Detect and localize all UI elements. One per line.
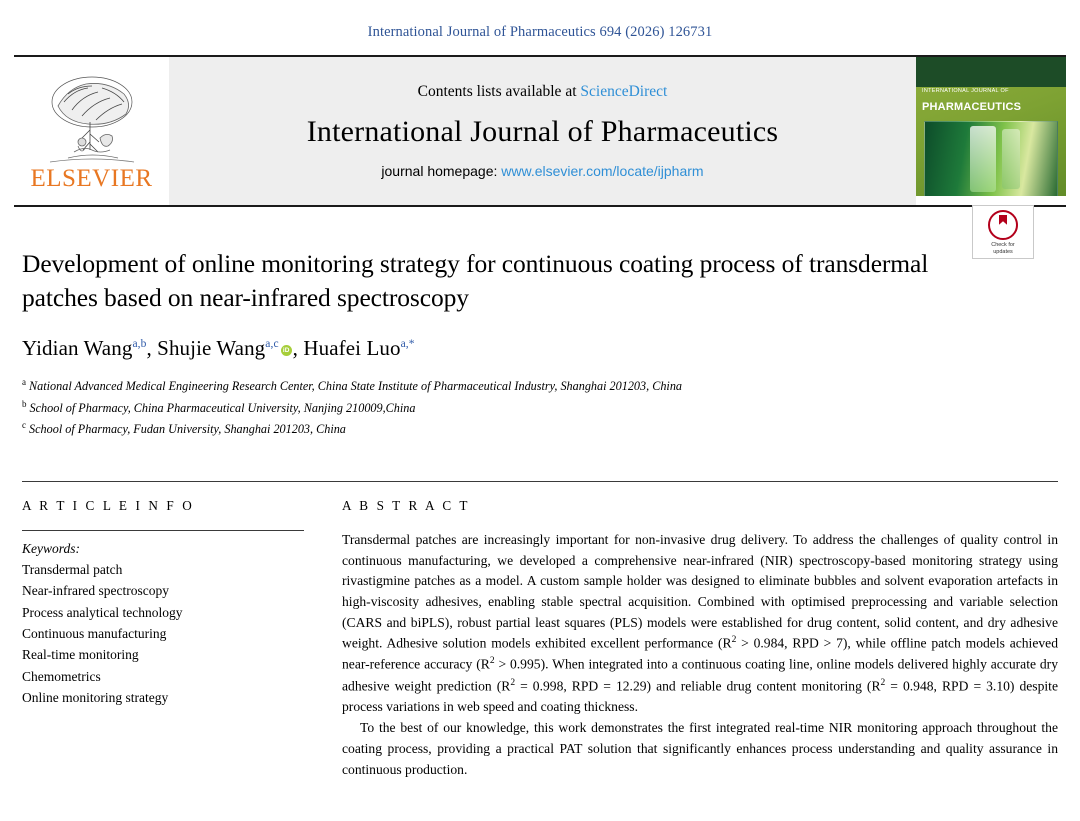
- crossmark-label: [991, 242, 1015, 257]
- author-separator: ,: [292, 336, 304, 361]
- keyword-item: Process analytical technology: [22, 604, 183, 620]
- abstract-superscript: 2: [510, 677, 516, 688]
- cover-top-label: INTERNATIONAL JOURNAL OF: [922, 88, 1009, 94]
- crossmark-badge[interactable]: [972, 205, 1034, 259]
- author-list: [22, 336, 1058, 361]
- elsevier-tree-icon: [38, 72, 146, 167]
- affiliation-text: School of Pharmacy, China Pharmaceutical University, Nanjing 210009,China: [29, 400, 416, 415]
- publisher-logo[interactable]: [14, 57, 169, 205]
- cover-journal-title: PHARMACEUTICS: [922, 101, 1022, 113]
- author-name: Huafei Luo: [303, 336, 401, 361]
- keyword-item: Transdermal patch: [22, 561, 123, 577]
- running-head: International Journal of Pharmaceutics 694 (2026) 126731: [367, 24, 713, 40]
- author-name: Shujie Wang: [157, 336, 266, 361]
- contents-prefix: Contents lists available at: [417, 83, 581, 100]
- homepage-prefix: journal homepage:: [381, 163, 502, 179]
- cover-artwork: [916, 57, 1066, 205]
- affiliation-text: School of Pharmacy, Fudan University, Shanghai 201203, China: [29, 421, 346, 436]
- cover-bottom-strip: [916, 196, 1066, 205]
- keywords-label: Keywords:: [22, 540, 80, 556]
- affiliation-mark: b: [22, 398, 27, 409]
- author-affiliation-marks: a,*: [400, 338, 415, 351]
- keyword-item: Continuous manufacturing: [22, 625, 167, 641]
- affiliation-item: [22, 397, 1058, 418]
- affiliation-mark: c: [22, 419, 26, 430]
- cover-tube-primary: [970, 126, 996, 191]
- keyword-item: Real-time monitoring: [22, 647, 139, 663]
- elsevier-wordmark: ELSEVIER: [30, 164, 153, 192]
- author-name: Yidian Wang: [22, 336, 133, 361]
- crossmark-label-line1: Check for: [991, 242, 1015, 248]
- affiliation-list: [22, 375, 1058, 439]
- journal-cover-image[interactable]: [916, 57, 1066, 205]
- article-info-column: [22, 498, 304, 780]
- abstract-text-part-4: = 0.998, RPD = 12.29) and reliable drug content monitoring (R: [515, 678, 881, 694]
- info-abstract-row: [22, 481, 1058, 780]
- journal-title: International Journal of Pharmaceutics: [306, 115, 779, 148]
- keywords-divider: [22, 530, 304, 531]
- author-affiliation-marks: a,b: [132, 338, 147, 351]
- abstract-column: [334, 498, 1058, 780]
- abstract-superscript: 2: [880, 677, 886, 688]
- abstract-text-part-5: = 0.948, RPD = 3.10) despite process variations in web speed and coating thickness.: [342, 678, 1058, 714]
- abstract-text-part-1: Transdermal patches are increasingly important for non-invasive drug delivery. To address the challenges of quality control in continuous manufacturing, we developed a comprehensive near-infrared (NIR) spectroscopy-based monitoring strategy using rivastigmine patches as a model. A custom sample holder was designed to eliminate bubbles and solvent evaporation artefacts in high-viscosity adhesives, enabling stable spectral acquisition. Combined with optimised preprocessing and variable selection (CARS and biPLS), robust partial least squares (PLS) models were established for drug content, solid content, and dry adhesive weight. Adhesive solution models exhibited excellent performance (R: [342, 531, 1058, 651]
- homepage-line: [381, 163, 703, 179]
- abstract-text-part-3: > 0.995). When integrated into a continuous coating line, online models delivered highly accurate dry adhesive weight prediction (R: [342, 656, 1059, 694]
- author-entry[interactable]: [22, 336, 146, 360]
- keywords-list: [22, 559, 304, 708]
- sciencedirect-link[interactable]: ScienceDirect: [580, 83, 668, 100]
- affiliation-text: National Advanced Medical Engineering Research Center, China State Institute of Pharmaceutical Industry, Shanghai 201203, China: [29, 379, 683, 394]
- keyword-item: Near-infrared spectroscopy: [22, 583, 170, 599]
- journal-masthead: [14, 55, 1066, 207]
- abstract-paragraph-1: [342, 530, 1058, 718]
- article-info-heading: A R T I C L E I N F O: [22, 497, 195, 513]
- masthead-center: [169, 57, 916, 205]
- title-area: [22, 242, 1058, 439]
- abstract-superscript: 2: [489, 656, 495, 667]
- cover-photo: [924, 121, 1058, 197]
- crossmark-label-line2: updates: [993, 249, 1013, 256]
- contents-line: [418, 83, 668, 101]
- cover-tube-secondary: [1002, 129, 1020, 188]
- keyword-item: Chemometrics: [22, 668, 101, 684]
- journal-homepage-link[interactable]: www.elsevier.com/locate/ijpharm: [501, 163, 704, 179]
- keyword-item: Online monitoring strategy: [22, 689, 169, 705]
- abstract-body: [342, 530, 1058, 780]
- abstract-paragraph-2: To the best of our knowledge, this work demonstrates the first integrated real-time NIR monitoring approach throughout the coating process, providing a practical PAT solution that significantly enhances process understanding and quality assurance in continuous production.: [342, 720, 1058, 777]
- crossmark-icon: [988, 210, 1018, 240]
- author-entry[interactable]: [157, 336, 293, 360]
- author-separator: ,: [146, 336, 158, 361]
- author-affiliation-marks: a,c: [265, 338, 279, 351]
- abstract-text-part-2: > 0.984, RPD > 7), while offline patch models achieved near-reference accuracy (R: [342, 635, 1058, 672]
- affiliation-mark: a: [22, 377, 26, 388]
- affiliation-item: [22, 375, 1058, 396]
- orcid-icon[interactable]: [281, 345, 292, 356]
- author-entry[interactable]: [303, 336, 414, 360]
- abstract-heading: A B S T R A C T: [342, 497, 471, 513]
- page-title: Development of online monitoring strategy for continuous coating process of transdermal patches based on near-infrared spectroscopy: [22, 249, 929, 312]
- affiliation-item: [22, 418, 1058, 439]
- abstract-superscript: 2: [731, 635, 737, 646]
- cover-top-band: [916, 57, 1066, 87]
- article-content: [0, 242, 1080, 780]
